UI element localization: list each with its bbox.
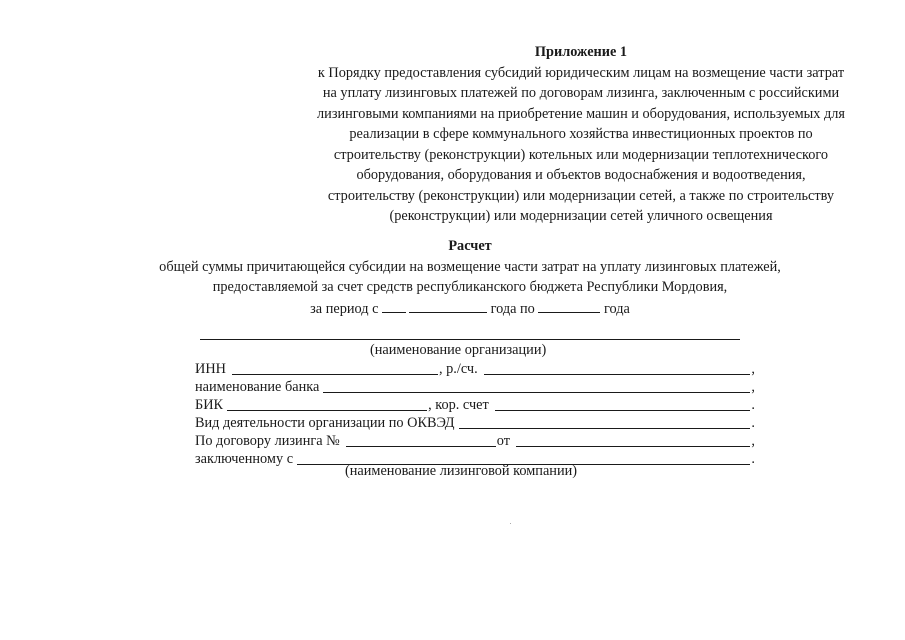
leasing-company-caption: (наименование лизинговой компании)	[345, 463, 578, 479]
period-start-day-blank[interactable]	[382, 298, 406, 313]
appendix-header	[286, 42, 876, 227]
contract-row-comma: ,	[751, 433, 755, 449]
appendix-line: лизинговыми компаниями на приобретение машин и оборудования, используемых для	[317, 105, 845, 122]
scan-speck	[510, 523, 511, 524]
inn-row	[195, 358, 755, 378]
appendix-line: (реконструкции) или модернизации сетей уличного освещения	[389, 208, 773, 224]
bank-row	[195, 376, 755, 396]
appendix-line: оборудования, оборудования и объектов водоснабжения и водоотведения,	[356, 167, 806, 183]
corr-account-field[interactable]	[495, 397, 751, 411]
contract-number-field[interactable]	[346, 433, 496, 447]
period-prefix: за период с	[310, 300, 379, 317]
period-start-month-blank[interactable]	[409, 298, 487, 313]
bik-row	[195, 394, 755, 414]
account-field[interactable]	[484, 361, 751, 375]
corr-account-label: , кор. счет	[428, 397, 489, 413]
calculation-line: предоставляемой за счет средств республиканского бюджета Республики Мордовия,	[212, 279, 728, 295]
appendix-line: реализации в сфере коммунального хозяйства инвестиционных проектов по	[349, 126, 813, 142]
account-label: , р./сч.	[438, 361, 478, 377]
appendix-line: на уплату лизинговых платежей по договорам лизинга, заключенным с российскими	[322, 85, 840, 101]
contract-date-field[interactable]	[516, 433, 750, 447]
okved-row-period: .	[751, 415, 755, 431]
bank-row-comma: ,	[751, 379, 755, 395]
bik-field[interactable]	[227, 397, 427, 411]
calculation-line: общей суммы причитающейся субсидии на возмещение части затрат на уплату лизинговых платежей,	[159, 258, 781, 275]
bik-label: БИК	[195, 397, 224, 413]
contract-label: По договору лизинга №	[195, 433, 340, 449]
contract-date-label: от	[496, 433, 510, 449]
period-end-blank[interactable]	[538, 298, 600, 313]
concluded-label: заключенному с	[195, 451, 294, 467]
appendix-line: строительству (реконструкции) котельных или модернизации теплотехнического	[333, 146, 829, 163]
okved-row	[195, 412, 755, 432]
period-line	[110, 298, 830, 320]
period-middle: года по	[490, 300, 535, 317]
organization-name-blank[interactable]	[200, 339, 740, 340]
okved-label: Вид деятельности организации по ОКВЭД	[195, 415, 455, 431]
contract-row	[195, 430, 755, 450]
period-suffix: года	[603, 300, 630, 317]
bik-row-period: .	[751, 397, 755, 413]
okved-field[interactable]	[459, 415, 751, 429]
bank-label: наименование банка	[195, 379, 320, 395]
appendix-title: Приложение 1	[534, 44, 628, 60]
inn-row-comma: ,	[751, 361, 755, 377]
calculation-title: Расчет	[448, 238, 492, 254]
inn-label: ИНН	[195, 361, 226, 377]
calculation-header	[110, 236, 830, 319]
appendix-line: к Порядку предоставления субсидий юридическим лицам на возмещение части затрат	[317, 64, 845, 81]
organization-caption: (наименование организации)	[370, 342, 547, 358]
inn-field[interactable]	[232, 361, 438, 375]
appendix-line: строительству (реконструкции) или модернизации сетей, а также по строительству	[327, 187, 835, 204]
bank-field[interactable]	[323, 379, 750, 393]
concluded-row-period: .	[751, 451, 755, 467]
